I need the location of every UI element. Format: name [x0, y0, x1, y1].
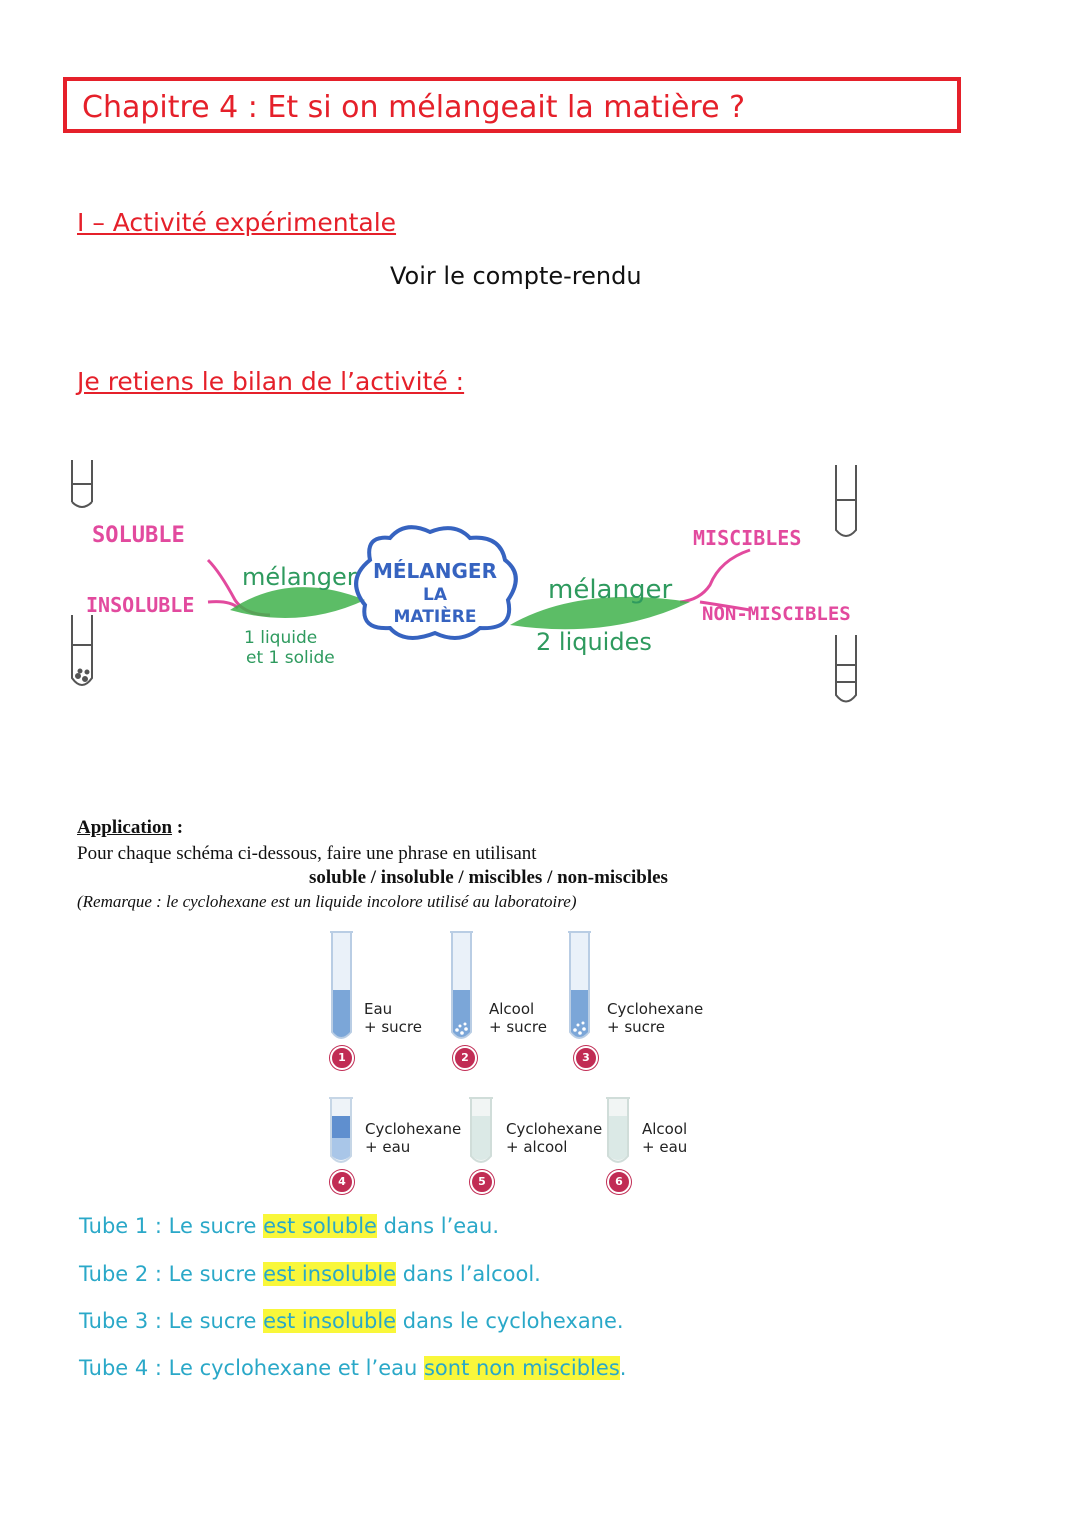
tube-2-label: Alcool + sucre: [489, 1000, 547, 1036]
left-branch-label: mélanger: [242, 563, 357, 591]
left-sub-line1: 1 liquide: [244, 628, 318, 648]
soluble-label: SOLUBLE: [92, 523, 185, 548]
bilan-heading: Je retiens le bilan de l’activité :: [77, 367, 465, 396]
center-label-line1: MÉLANGER: [372, 559, 498, 583]
tube-6-icon: [606, 1098, 630, 1162]
insoluble-label: INSOLUBLE: [86, 593, 195, 617]
application-keywords: soluble / insoluble / miscibles / non-miscibles: [309, 867, 668, 888]
right-branch-label: mélanger: [548, 575, 673, 605]
answer-highlight: sont non miscibles: [423, 1356, 620, 1380]
answer-tube-3: Tube 3 : Le sucre est insoluble dans le cyclohexane.: [79, 1309, 624, 1333]
tube-4-icon: [329, 1098, 353, 1162]
answer-tube-4: Tube 4 : Le cyclohexane et l’eau sont non miscibles.: [79, 1356, 627, 1380]
test-tube-with-particles-icon: [72, 615, 92, 685]
non-miscibles-label: NON-MISCIBLES: [702, 603, 851, 625]
tube-5-label: Cyclohexane + alcool: [506, 1120, 603, 1156]
tube-4-number-badge: 4: [330, 1170, 354, 1194]
miscibles-label: MISCIBLES: [693, 526, 802, 550]
application-heading: Application: [77, 817, 173, 838]
center-label-line2: LA: [423, 585, 447, 605]
right-sub-label: 2 liquides: [536, 628, 652, 656]
tube-3-number-badge: 3: [574, 1046, 598, 1070]
test-tube-icon-right-bottom: [836, 635, 856, 702]
tube-5-number-badge: 5: [470, 1170, 494, 1194]
tube-3-label: Cyclohexane + sucre: [607, 1000, 704, 1036]
tube-6-number-badge: 6: [607, 1170, 631, 1194]
tubes-row-1: [325, 928, 625, 1058]
application-heading-line: [77, 817, 183, 839]
application-instruction: Pour chaque schéma ci-dessous, faire une phrase en utilisant: [77, 843, 537, 864]
answer-highlight: est insoluble: [263, 1309, 397, 1333]
left-sub-line2: et 1 solide: [246, 648, 335, 668]
answer-highlight: est insoluble: [263, 1262, 397, 1286]
tube-1-number-badge: 1: [330, 1046, 354, 1070]
see-report-note: Voir le compte-rendu: [390, 262, 642, 290]
chapter-title: Chapitre 4 : Et si on mélangeait la matière ?: [82, 90, 746, 125]
tube-3-icon: [568, 932, 591, 1038]
answer-tube-2: Tube 2 : Le sucre est insoluble dans l’alcool.: [79, 1262, 541, 1286]
tube-2-number-badge: 2: [453, 1046, 477, 1070]
tube-5-icon: [469, 1098, 493, 1162]
application-colon: :: [172, 817, 184, 838]
tube-2-icon: [450, 932, 473, 1038]
tube-1-label: Eau + sucre: [364, 1000, 422, 1036]
mindmap-diagram: [60, 450, 900, 720]
tube-4-label: Cyclohexane + eau: [365, 1120, 462, 1156]
tube-1-icon: [330, 932, 353, 1038]
answer-highlight: est soluble: [263, 1214, 377, 1238]
chapter-title-box: [63, 77, 961, 133]
tube-6-label: Alcool + eau: [642, 1120, 688, 1156]
branch-miscibles: [680, 550, 750, 602]
application-remark: (Remarque : le cyclohexane est un liquide incolore utilisé au laboratoire): [77, 892, 577, 911]
answer-tube-1: Tube 1 : Le sucre est soluble dans l’eau.: [79, 1214, 500, 1238]
center-label-line3: MATIÈRE: [393, 607, 477, 627]
test-tube-icon: [72, 460, 92, 507]
test-tube-icon-right-top: [836, 465, 856, 536]
section-heading-activity: I – Activité expérimentale: [77, 208, 397, 237]
left-branch-leaf: [230, 587, 365, 618]
branch-insoluble: [208, 602, 238, 608]
